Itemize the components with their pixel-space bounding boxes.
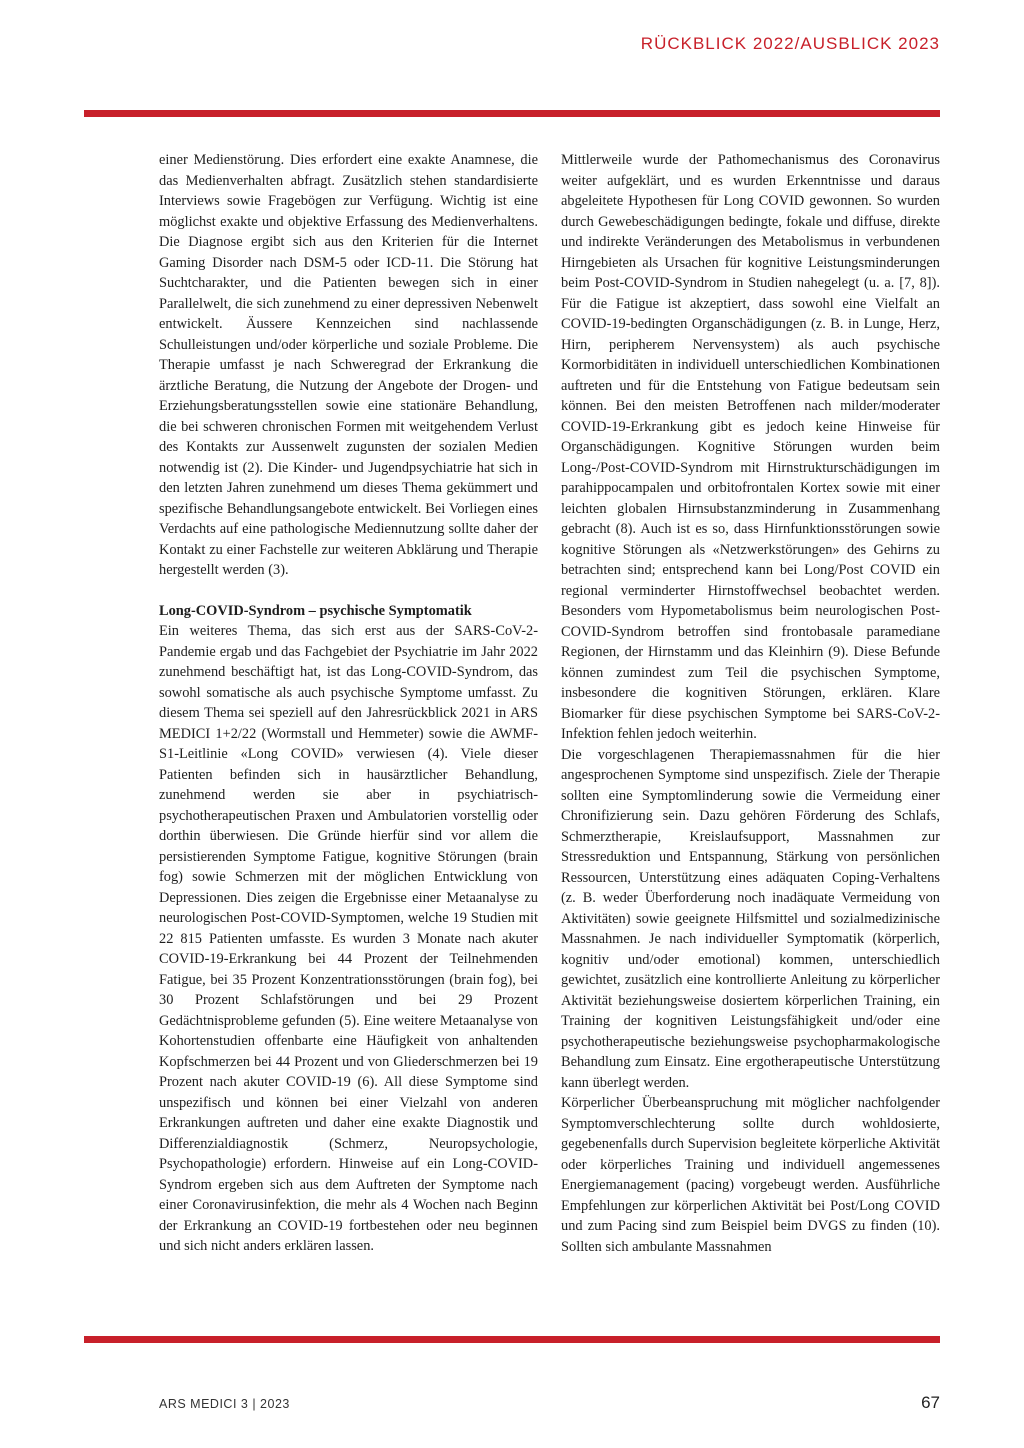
body-paragraph: Mittlerweile wurde der Pathomechanismus des Coronavirus weiter aufgeklärt, und es wurden Erkenntnisse und daraus abgeleitete Hypothesen für Long COVID gewonnen. So wurden durch Gewebeschädigungen bedingte, fokale und diffuse, direkte und indirekte Veränderungen des Metabolismus in verbundenen Hirngebieten als Ursachen für kognitive Leistungsminderungen beim Post-COVID-Syndrom in Studien nahegelegt (u. a. [7, 8]). Für die Fatigue ist akzeptiert, dass sowohl eine Vielfalt an COVID-19-bedingten Organschädigungen (z. B. in Lunge, Herz, Hirn, peripherem Nervensystem) als auch psychische Kormorbiditäten in individuell unterschiedlichen Kombinationen auftreten und für die Entstehung von Fatigue bedeutsam sein können. Bei den meisten Betroffenen nach milder/moderater COVID-19-Erkrankung gibt es jedoch keine Hinweise für Organschädigungen. Kognitive Störungen wurden beim Long-/Post-COVID-Syndrom mit Hirnstrukturschädigungen im parahippocampalen und orbitofrontalen Kortex sowie mit einer leichten globalen Hirnsubstanzminderung in Zusammenhang gebracht (8). Auch ist es so, dass Hirnfunktionsstörungen sowie kognitive Störungen als «Netzwerkstörungen» des Gehirns zu betrachten sind; entsprechend kann bei Long/Post COVID ein regional verminderter Hirnstoffwechsel beobachtet werden. Besonders vom Hypometabolismus beim neurologischen Post-COVID-Syndrom betroffen sind frontobasale paramediane Regionen, der Hirnstamm und das Kleinhirn (9). Diese Befunde können zumindest zum Teil die psychischen Symptome, insbesondere die kognitiven Störungen, erklären. Klare Biomarker für diese psychischen Symptome bei SARS-CoV-2-Infektion fehlen jedoch weiterhin. [561, 152, 940, 742]
journal-issue: ARS MEDICI 3 | 2023 [159, 1397, 290, 1411]
header-rule [84, 110, 940, 117]
running-title: RÜCKBLICK 2022/AUSBLICK 2023 [640, 34, 940, 53]
body-paragraph: Die vorgeschlagenen Therapiemassnahmen für die hier angesprochenen Symptome sind unspezifisch. Ziele der Therapie sollten eine Symptomlinderung sowie die Vermeidung einer Chronifizierung sein. Dazu gehören Förderung des Schlafs, Schmerztherapie, Kreislaufsupport, Massnahmen zur Stressreduktion und Entspannung, Stärkung von persönlichen Ressourcen, Unterstützung eines adäquaten Coping-Verhaltens (z. B. weder Überforderung noch inadäquate Vermeidung von Aktivitäten) sowie geeignete Hilfsmittel und sozialmedizinische Massnahmen. Je nach individueller Symptomatik (körperlich, kognitiv und/oder emotional) kommen, unterschiedlich gewichtet, zusätzlich eine kontrollierte Anleitung zu körperlicher Aktivität beziehungsweise dosiertem körperlichen Training, ein Training der kognitiven Leistungsfähigkeit und/oder eine psychotherapeutische beziehungsweise psychopharmakologische Behandlung zum Einsatz. Eine ergotherapeutische Unterstützung kann überlegt werden. [561, 746, 940, 1091]
left-column [159, 150, 538, 1257]
body-paragraph: Körperlicher Überbeanspruchung mit möglicher nachfolgender Symptomverschlechterung sollte durch wohldosierte, gegebenenfalls durch Supervision begleitete körperliche Aktivität oder körperliches Training und individuell angemessenes Energiemanagement (pacing) vorgebeugt werden. Ausführliche Empfehlungen zur körperlichen Aktivität bei Post/Long COVID und zum Pacing sind zum Beispiel beim DVGS zu finden (10). Sollten sich ambulante Massnahmen [561, 1095, 940, 1255]
body-paragraph: Ein weiteres Thema, das sich erst aus der SARS-CoV-2-Pandemie ergab und das Fachgebiet der Psychiatrie im Jahr 2022 zunehmend beschäftigt hat, ist das Long-COVID-Syndrom, das sowohl somatische als auch psychische Symptome umfasst. Zu diesem Thema sei speziell auf den Jahresrückblick 2021 in ARS MEDICI 1+2/22 (Wormstall und Hemmeter) sowie die AWMF-S1-Leitlinie «Long COVID» verwiesen (4). Viele dieser Patienten befinden sich in hausärztlicher Behandlung, zunehmend werden sie aber in psychiatrisch-psychotherapeutischen Praxen und Ambulatorien vorstellig oder dorthin überwiesen. Die Gründe hierfür sind vor allem die persistierenden Symptome Fatigue, kognitive Störungen (brain fog) sowie Schmerzen mit der möglichen Entwicklung von Depressionen. Dies zeigen die Ergebnisse einer Metaanalyse zu neurologischen Post-COVID-Symptomen, welche 19 Studien mit 22 815 Patienten umfasste. Es wurden 3 Monate nach akuter COVID-19-Erkrankung bei 44 Prozent der Teilnehmenden Fatigue, bei 35 Prozent Konzentrationsstörungen (brain fog), bei 30 Prozent Schlafstörungen und bei 29 Prozent Gedächtnisprobleme gefunden (5). Eine weitere Metaanalyse von Kohortenstudien offenbarte eine Häufigkeit von anhaltenden Kopfschmerzen bei 44 Prozent und von Gliederschmerzen bei 19 Prozent nach akuter COVID-19 (6). All diese Symptome sind unspezifisch und können bei einer Vielzahl von anderen Erkrankungen auftreten und daher eine exakte Diagnostik und Differenzialdiagnostik (Schmerz, Neuropsychologie, Psychopathologie) erfordern. Hinweise auf ein Long-COVID-Syndrom ergeben sich aus dem Auftreten der Symptome nach einer Coronavirusinfektion, die mehr als 4 Wochen nach Beginn der Erkrankung an COVID-19 fortbestehen oder neu beginnen und sich nicht anders erklären lassen. [159, 623, 538, 1254]
section-heading: Long-COVID-Syndrom – psychische Symptomatik [159, 602, 472, 619]
right-column [561, 150, 940, 1257]
body-paragraph: einer Medienstörung. Dies erfordert eine exakte Anamnese, die das Medienverhalten abfragt. Zusätzlich stehen standardisierte Interviews sowie Fragebögen zur Verfügung. Wichtig ist eine möglichst exakte und objektive Erfassung des Medienverhaltens. Die Diagnose ergibt sich aus den Kriterien für die Internet Gaming Disorder nach DSM-5 oder ICD-11. Die Störung hat Suchtcharakter, und die Patienten bewegen sich in einer Parallelwelt, die sich zunehmend zu einer depressiven Nebenwelt entwickelt. Äussere Kennzeichen sind nachlassende Schulleistungen und/oder körperliche und soziale Probleme. Die Therapie umfasst je nach Schweregrad der Erkrankung die ärztliche Beratung, die Nutzung der Angebote der Drogen- und Erziehungsberatungsstellen sowie eine stationäre Behandlung, die bei schweren chronischen Formen mit weitgehendem Verlust des Kontakts zur Aussenwelt zugunsten der sozialen Medien notwendig ist (2). Die Kinder- und Jugendpsychiatrie hat sich in den letzten Jahren zunehmend um dieses Thema gekümmert und spezifische Behandlungsangebote entwickelt. Bei Vorliegen eines Verdachts auf eine pathologische Mediennutzung sollte daher der Kontakt zu einer Fachstelle zur weiteren Abklärung und Therapie hergestellt werden (3). [159, 152, 538, 578]
footer-rule [84, 1336, 940, 1343]
page-number: 67 [921, 1393, 940, 1412]
